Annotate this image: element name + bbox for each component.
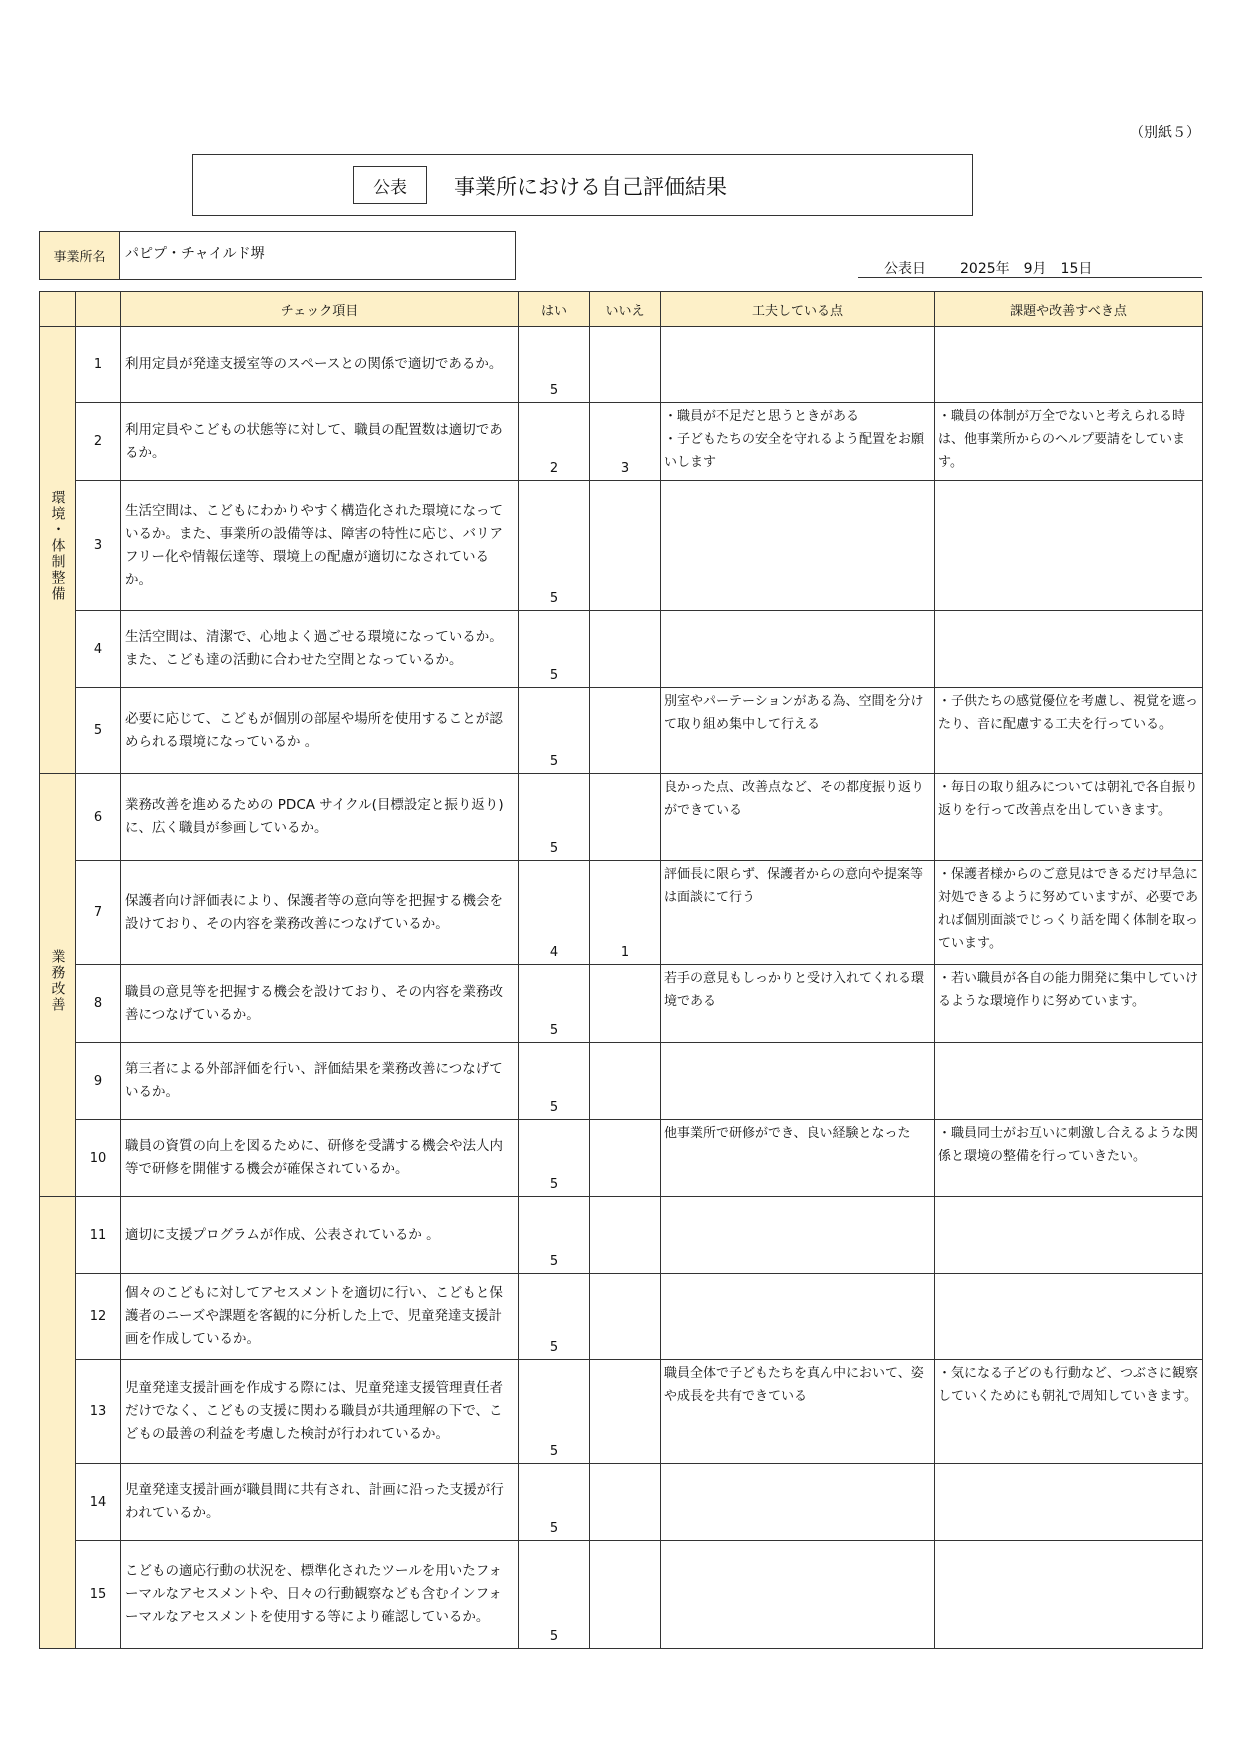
- effort-note: [661, 1197, 935, 1274]
- yes-count: [519, 1464, 590, 1541]
- effort-note: [661, 1120, 935, 1197]
- check-item: [121, 403, 519, 481]
- effort-note: [661, 1274, 935, 1360]
- no-count: [590, 1043, 661, 1120]
- yes-count: [519, 1197, 590, 1274]
- category-cell: [40, 327, 76, 774]
- category-label: 環境・体制整備: [49, 490, 66, 602]
- row-number: [76, 1541, 121, 1649]
- row-number: [76, 688, 121, 774]
- effort-note: [661, 1360, 935, 1464]
- check-item: [121, 1120, 519, 1197]
- yes-count-text: 5: [549, 1023, 559, 1038]
- row-number-text: 10: [89, 1150, 107, 1166]
- effort-note: [661, 327, 935, 403]
- issue-note-text: ・若い職員が各自の能力開発に集中していけるような環境作りに努めています。: [938, 971, 1199, 1009]
- row-number: [76, 327, 121, 403]
- issue-note: [935, 774, 1203, 861]
- table-row: [40, 1464, 1203, 1541]
- yes-count-text: 5: [549, 1340, 559, 1355]
- table-row: [40, 1541, 1203, 1649]
- no-count: [590, 965, 661, 1043]
- yes-count-text: 2: [549, 461, 559, 476]
- check-item-text: 児童発達支援計画を作成する際には、児童発達支援管理責任者だけでなく、こどもの支援に関わる職員が共通理解の下で、こどもの最善の利益を考慮した検討が行われているか。: [125, 1380, 503, 1442]
- yes-count: [519, 688, 590, 774]
- row-number-text: 4: [93, 641, 103, 657]
- header-number: [76, 292, 121, 327]
- check-item-text: 保護者向け評価表により、保護者等の意向等を把握する機会を設けており、その内容を業務改善につなげているか。: [125, 892, 503, 932]
- issue-note: [935, 965, 1203, 1043]
- issue-note: [935, 403, 1203, 481]
- header-yes: はい: [519, 292, 590, 327]
- yes-count-text: 5: [549, 1254, 559, 1269]
- row-number-text: 12: [89, 1309, 107, 1324]
- yes-count-text: 5: [549, 1100, 559, 1115]
- row-number-text: 9: [93, 1073, 103, 1089]
- row-number-text: 15: [89, 1587, 107, 1602]
- check-item-text: 個々のこどもに対してアセスメントを適切に行い、こどもと保護者のニーズや課題を客観的に分析した上で、児童発達支援計画を作成しているか。: [125, 1285, 503, 1347]
- table-header-row: [40, 292, 1203, 327]
- yes-count: [519, 861, 590, 965]
- check-item-text: 生活空間は、こどもにわかりやすく構造化された環境になっているか。また、事業所の設備等は、障害の特性に応じ、バリアフリー化や情報伝達等、環境上の配慮が適切になされているか。: [125, 502, 503, 588]
- no-count: [590, 327, 661, 403]
- yes-count-text: 5: [549, 1629, 559, 1644]
- check-item: [121, 688, 519, 774]
- publish-date-label: 公表日: [884, 261, 926, 277]
- table-row: [40, 481, 1203, 611]
- row-number-text: 6: [93, 809, 103, 825]
- issue-note: [935, 1541, 1203, 1649]
- table-row: [40, 403, 1203, 481]
- page-title: 事業所における自己評価結果: [454, 175, 727, 199]
- category-label: 業務改善: [49, 949, 66, 1013]
- issue-note-text: ・子供たちの感覚優位を考慮し、視覚を遮ったり、音に配慮する工夫を行っている。: [938, 694, 1199, 732]
- no-count: [590, 688, 661, 774]
- publish-date-value: 2025年 9月 15日: [960, 261, 1093, 277]
- effort-note: [661, 611, 935, 688]
- yes-count-text: 5: [549, 841, 559, 856]
- yes-count-text: 4: [549, 945, 559, 960]
- issue-note-text: ・毎日の取り組みについては朝礼で各自振り返りを行って改善点を出していきます。: [938, 780, 1198, 818]
- table-row: [40, 688, 1203, 774]
- row-number: [76, 1274, 121, 1360]
- yes-count: [519, 1360, 590, 1464]
- check-item: [121, 1197, 519, 1274]
- table-row: [40, 965, 1203, 1043]
- header-effort: 工夫している点: [661, 292, 935, 327]
- header-no: いいえ: [590, 292, 661, 327]
- no-count: [590, 1120, 661, 1197]
- no-count: [590, 774, 661, 861]
- header-item: チェック項目: [121, 292, 519, 327]
- yes-count: [519, 327, 590, 403]
- issue-note-text: ・保護者様からのご意見はできるだけ早急に対処できるように努めていますが、必要であれば個別面談でじっくり話を聞く体制を取っています。: [938, 867, 1199, 951]
- check-item: [121, 965, 519, 1043]
- row-number: [76, 481, 121, 611]
- issue-note-text: ・職員同士がお互いに刺激し合えるような関係と環境の整備を行っていきたい。: [938, 1126, 1199, 1164]
- no-count-text: 3: [620, 461, 630, 476]
- yes-count: [519, 1541, 590, 1649]
- yes-count: [519, 1274, 590, 1360]
- row-number-text: 5: [93, 723, 103, 738]
- effort-note: [661, 688, 935, 774]
- check-item-text: 生活空間は、清潔で、心地よく過ごせる環境になっているか。また、こども達の活動に合わせた空間となっているか。: [125, 629, 503, 668]
- yes-count-text: 5: [549, 383, 559, 398]
- check-item-text: 職員の意見等を把握する機会を設けており、その内容を業務改善につなげているか。: [125, 983, 503, 1023]
- no-count-text: 1: [620, 945, 630, 960]
- yes-count: [519, 481, 590, 611]
- issue-note: [935, 688, 1203, 774]
- yes-count: [519, 403, 590, 481]
- no-count: [590, 403, 661, 481]
- check-item-text: 業務改善を進めるための PDCA サイクル(目標設定と振り返り)に、広く職員が参画しているか。: [125, 797, 504, 836]
- check-item: [121, 1274, 519, 1360]
- row-number-text: 2: [93, 434, 103, 449]
- effort-note-text: 評価長に限らず、保護者からの意向や提案等は面談にて行う: [664, 867, 923, 905]
- check-item-text: 利用定員やこどもの状態等に対して、職員の配置数は適切であるか。: [125, 421, 503, 461]
- yes-count-text: 5: [549, 1444, 559, 1459]
- check-item: [121, 481, 519, 611]
- effort-note-text: 良かった点、改善点など、その都度振り返りができている: [664, 780, 925, 818]
- check-item: [121, 774, 519, 861]
- row-number-text: 13: [89, 1404, 107, 1419]
- table-row: [40, 1043, 1203, 1120]
- effort-note-text: 他事業所で研修ができ、良い経験となった: [664, 1126, 911, 1141]
- check-item-text: 職員の資質の向上を図るために、研修を受講する機会や法人内等で研修を開催する機会が確保されているか。: [125, 1138, 503, 1177]
- check-item: [121, 861, 519, 965]
- effort-note: [661, 1043, 935, 1120]
- annex-label: （別紙５）: [1130, 125, 1200, 141]
- check-item-text: 必要に応じて、こどもが個別の部屋や場所を使用することが認められる環境になっているか 。: [125, 710, 503, 750]
- row-number-text: 3: [93, 538, 103, 553]
- header-issue: 課題や改善すべき点: [935, 292, 1203, 327]
- row-number: [76, 1464, 121, 1541]
- office-name-value: パピプ・チャイルド堺: [125, 245, 265, 262]
- effort-note-text: ・職員が不足だと思うときがある ・子どもたちの安全を守れるよう配置をお願いします: [664, 409, 925, 470]
- check-item: [121, 1360, 519, 1464]
- table-row: [40, 1197, 1203, 1274]
- row-number-text: 14: [89, 1494, 107, 1510]
- check-item-text: 利用定員が発達支援室等のスペースとの関係で適切であるか。: [125, 356, 503, 372]
- yes-count-text: 5: [549, 591, 559, 606]
- check-item-text: 第三者による外部評価を行い、評価結果を業務改善につなげているか。: [125, 1061, 503, 1100]
- public-badge: 公表: [353, 166, 427, 204]
- no-count: [590, 861, 661, 965]
- check-item: [121, 1541, 519, 1649]
- header-category: [40, 292, 76, 327]
- issue-note: [935, 481, 1203, 611]
- yes-count: [519, 1043, 590, 1120]
- yes-count: [519, 965, 590, 1043]
- office-name-label: 事業所名: [40, 232, 120, 279]
- issue-note: [935, 861, 1203, 965]
- row-number-text: 8: [93, 996, 103, 1011]
- row-number: [76, 965, 121, 1043]
- check-item-text: 適切に支援プログラムが作成、公表されているか 。: [125, 1226, 440, 1243]
- issue-note: [935, 611, 1203, 688]
- category-cell: [40, 1197, 76, 1649]
- no-count: [590, 1360, 661, 1464]
- row-number: [76, 1197, 121, 1274]
- effort-note: [661, 481, 935, 611]
- office-name-box: [39, 231, 516, 280]
- check-item: [121, 1464, 519, 1541]
- category-cell: [40, 774, 76, 1197]
- issue-note: [935, 1197, 1203, 1274]
- no-count: [590, 1541, 661, 1649]
- table-row: [40, 861, 1203, 965]
- row-number: [76, 774, 121, 861]
- yes-count: [519, 774, 590, 861]
- yes-count: [519, 1120, 590, 1197]
- table-row: [40, 774, 1203, 861]
- row-number-text: 11: [89, 1227, 107, 1243]
- row-number: [76, 1120, 121, 1197]
- table-row: [40, 1120, 1203, 1197]
- no-count: [590, 481, 661, 611]
- table-row: [40, 327, 1203, 403]
- row-number: [76, 861, 121, 965]
- issue-note-text: ・気になる子どのも行動など、つぶさに観察していくためにも朝礼で周知していきます。: [938, 1366, 1199, 1404]
- effort-note: [661, 403, 935, 481]
- no-count: [590, 1197, 661, 1274]
- effort-note: [661, 774, 935, 861]
- effort-note: [661, 1541, 935, 1649]
- table-row: [40, 611, 1203, 688]
- issue-note: [935, 1274, 1203, 1360]
- issue-note: [935, 1120, 1203, 1197]
- no-count: [590, 1274, 661, 1360]
- row-number-text: 1: [93, 357, 103, 372]
- row-number-text: 7: [93, 905, 103, 920]
- effort-note-text: 若手の意見もしっかりと受け入れてくれる環境である: [664, 971, 925, 1009]
- yes-count-text: 5: [549, 668, 559, 683]
- publish-date: [858, 252, 1202, 278]
- check-item-text: 児童発達支援計画が職員間に共有され、計画に沿った支援が行われているか。: [125, 1482, 504, 1521]
- check-item: [121, 327, 519, 403]
- evaluation-table: [39, 291, 1203, 1649]
- no-count: [590, 611, 661, 688]
- effort-note-text: 職員全体で子どもたちを真ん中において、姿や成長を共有できている: [664, 1366, 924, 1404]
- issue-note: [935, 327, 1203, 403]
- row-number: [76, 403, 121, 481]
- issue-note: [935, 1464, 1203, 1541]
- check-item: [121, 611, 519, 688]
- row-number: [76, 1043, 121, 1120]
- table-row: [40, 1274, 1203, 1360]
- yes-count-text: 5: [549, 1177, 559, 1192]
- issue-note: [935, 1043, 1203, 1120]
- issue-note: [935, 1360, 1203, 1464]
- check-item-text: こどもの適応行動の状況を、標準化されたツールを用いたフォーマルなアセスメントや、日々の行動観察なども含むインフォーマルなアセスメントを使用する等により確認しているか。: [125, 1563, 503, 1625]
- yes-count-text: 5: [549, 1521, 559, 1536]
- effort-note: [661, 965, 935, 1043]
- row-number: [76, 1360, 121, 1464]
- table-row: [40, 1360, 1203, 1464]
- check-item: [121, 1043, 519, 1120]
- effort-note-text: 別室やパーテーションがある為、空間を分けて取り組め集中して行える: [664, 694, 924, 732]
- issue-note-text: ・職員の体制が万全でないと考えられる時は、他事業所からのヘルプ要請をしています。: [938, 409, 1186, 470]
- effort-note: [661, 861, 935, 965]
- yes-count: [519, 611, 590, 688]
- effort-note: [661, 1464, 935, 1541]
- row-number: [76, 611, 121, 688]
- yes-count-text: 5: [549, 754, 559, 769]
- no-count: [590, 1464, 661, 1541]
